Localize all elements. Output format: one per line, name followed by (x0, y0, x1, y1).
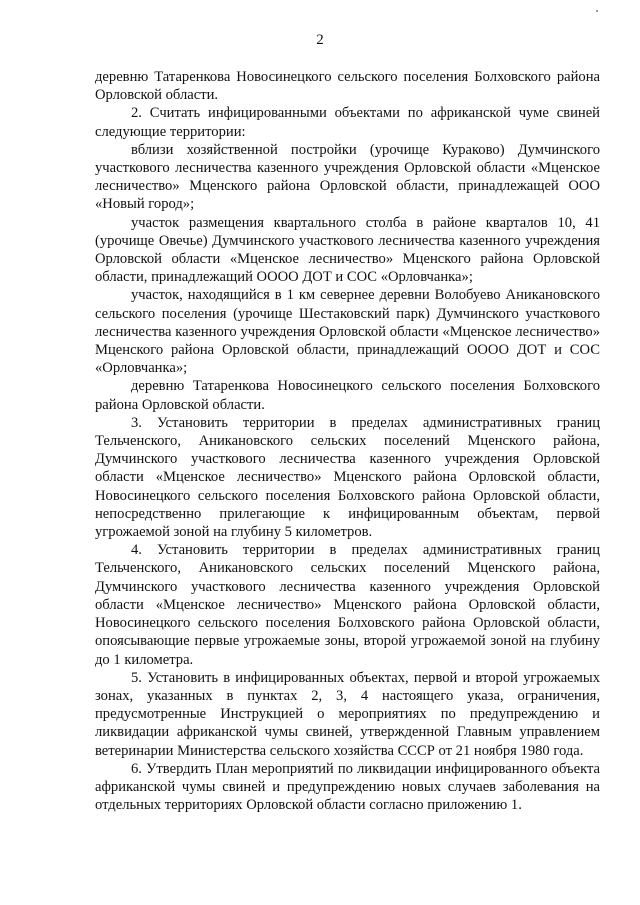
document-body (95, 68, 600, 814)
paragraph-territory-kurakovo: вблизи хозяйственной постройки (урочище Кураково) Думчинского участкового лесничества казенного учреждения Орловской области «Мценское лесничество» Мценского района Орловской области, принадлежащей ООО «Новый город»; (95, 141, 600, 213)
paragraph-continuation: деревню Татаренкова Новосинецкого сельского поселения Болховского района Орловской области. (95, 69, 600, 104)
paragraph-item-3: 3. Установить территории в пределах административных границ Тельченского, Аникановского сельских поселений Мценского района, Думчинского участкового лесничества казенного учреждения Орловской области «Мценское лесничество» Мценского района Орловской области, Новосинецкого сельского поселения Болховского района Орловской области, непосредственно прилегающие к инфицированным объектам, первой угрожаемой зоной на глубину 5 километров. (95, 414, 600, 541)
paragraph-item-2: 2. Считать инфицированными объектами по африканской чуме свиней следующие территории: (95, 105, 600, 140)
paragraph-item-4: 4. Установить территории в пределах административных границ Тельченского, Аникановского сельских поселений Мценского района, Думчинского участкового лесничества казенного учреждения Орловской области «Мценское лесничество» Мценского района Орловской области, Новосинецкого сельского поселения Болховского района Орловской области, опоясывающие первые угрожаемые зоны, второй угрожаемой зоной на глубину до 1 километра. (95, 542, 600, 668)
page-number: 2 (316, 32, 324, 48)
paragraph-territory-ovechye: участок размещения квартального столба в районе кварталов 10, 41 (урочище Овечье) Думчинского участкового лесничества казенного учреждения Орловской области «Мценское лесничество» Мценского района Орловской области, принадлежащий ОООО ДОТ и СОС «Орловчанка»; (95, 214, 600, 286)
paragraph-item-6: 6. Утвердить План мероприятий по ликвидации инфицированного объекта африканской чумы свиней и предупреждению новых случаев заболевания на отдельных территориях Орловской области согласно приложению 1. (95, 760, 600, 814)
paragraph-item-5: 5. Установить в инфицированных объектах, первой и второй угрожаемых зонах, указанных в пунктах 2, 3, 4 настоящего указа, ограничения, предусмотренные Инструкцией о мероприятиях по предупреждению и ликвидации африканской чумы свиней, утвержденной Главным управлением ветеринарии Министерства сельского хозяйства СССР от 21 ноября 1980 года. (95, 669, 600, 759)
paragraph-territory-shestakovsky: участок, находящийся в 1 км севернее деревни Волобуево Аникановского сельского поселения (урочище Шестаковский парк) Думчинского участкового лесничества казенного учреждения Орловской области «Мценское лесничество» Мценского района Орловской области, принадлежащий ОООО ДОТ и СОС «Орловчанка»; (95, 287, 600, 377)
paragraph-territory-tatarenkova: деревню Татаренкова Новосинецкого сельского поселения Болховского района Орловской области. (95, 378, 600, 413)
scan-artifact (596, 10, 598, 12)
